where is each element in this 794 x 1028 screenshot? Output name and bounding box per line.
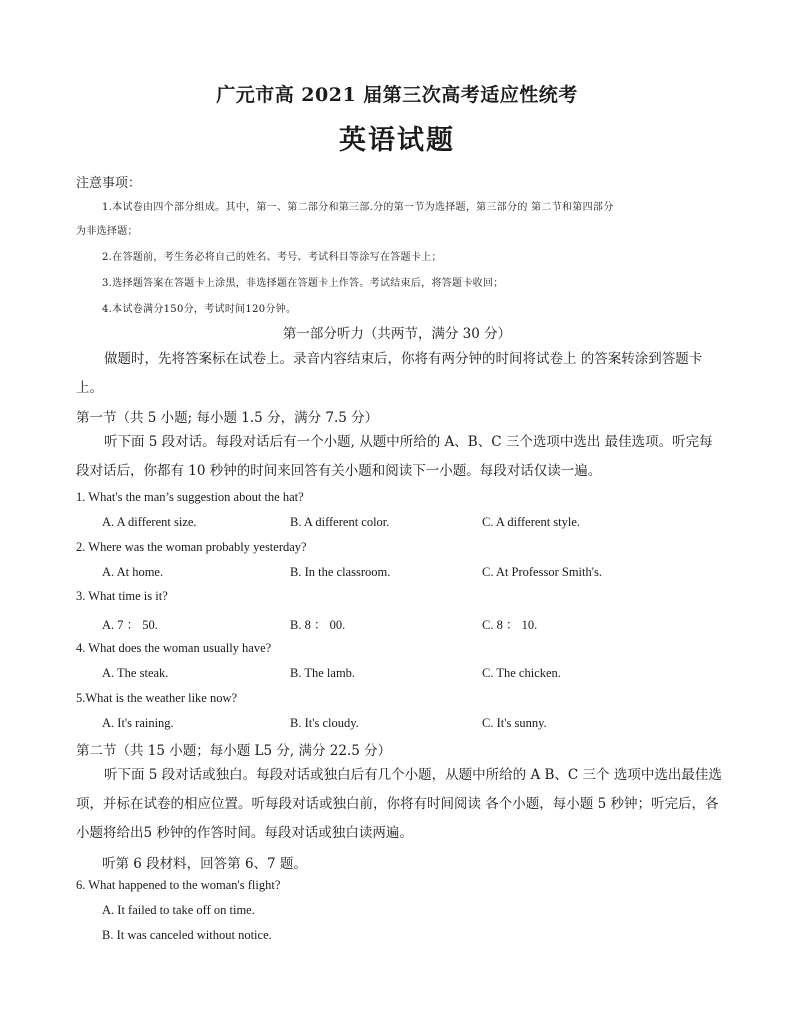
- part1-instruction: 做题时，先将答案标在试卷上。录音内容结束后，你将有两分钟的时间将试卷上 的答案转涂到答题卡上。: [76, 351, 703, 396]
- notice-item-1: 1.本试卷由四个部分组成。其中，第一、第二部分和第三部.分的第一节为选择题，第三部分的 第二节和第四部分: [102, 202, 614, 213]
- notice-heading: 注意事项：: [76, 176, 142, 191]
- notice-item-1-cont: 为非选择题；: [76, 226, 138, 237]
- question-6-option-b: B. It was canceled without notice.: [102, 928, 272, 942]
- question-3-option-a: A. 7 ： 50.: [102, 618, 158, 632]
- question-2-stem: 2. Where was the woman probably yesterday?: [76, 540, 307, 554]
- question-4-option-b: B. The lamb.: [290, 666, 356, 680]
- section2-heading: 第二节（共 15 小题；每小题 L5 分, 满分 22.5 分）: [76, 743, 392, 759]
- notice-item-4: 4.本试卷满分150分，考试时间120分钟。: [102, 304, 297, 315]
- section2-material: 听第 6 段材料，回答第 6、7 题。: [102, 856, 307, 872]
- exam-title: 广元市高 2021 届第三次高考适应性统考: [216, 84, 578, 106]
- question-5-option-a: A. It's raining.: [102, 716, 174, 730]
- question-4-option-c: C. The chicken.: [482, 666, 561, 680]
- question-5-stem: 5.What is the weather like now?: [76, 691, 238, 705]
- section2-instruction: 听下面 5 段对话或独白。每段对话或独白后有几个小题，从题中所给的 A B、C 三个 选项中选出最佳选项，并标在试卷的相应位置。听每段对话或独白前，你将有时间阅读 各个小题，每小题 5 秒钟；听完后，各小题将给出5 秒钟的作答时间。每段对话或独白读两遍。: [76, 767, 722, 841]
- question-6-option-a: A. It failed to take off on time.: [102, 903, 255, 917]
- question-3-option-b: B. 8 ： 00.: [290, 618, 346, 632]
- part1-heading: 第一部分听力（共两节，满分 30 分）: [282, 326, 512, 342]
- question-5-option-c: C. It's sunny.: [482, 716, 547, 730]
- question-1-option-a: A. A different size.: [102, 515, 197, 529]
- question-3-stem: 3. What time is it?: [76, 589, 168, 603]
- question-1-option-b: B. A different color.: [290, 515, 390, 529]
- section1-instruction: 听下面 5 段对话。每段对话后有一个小题, 从题中所给的 A、B、C 三个选项中选出 最佳选项。听完每段对话后，你都有 10 秒钟的时间来回答有关小题和阅读下一小题。每段对话仅读一遍。: [76, 434, 713, 479]
- question-6-stem: 6. What happened to the woman's flight?: [76, 878, 281, 892]
- question-2-option-a: A. At home.: [102, 565, 164, 579]
- question-4-stem: 4. What does the woman usually have?: [76, 641, 272, 655]
- subject-title: 英语试题: [339, 125, 455, 156]
- question-2-option-b: B. In the classroom.: [290, 565, 391, 579]
- section1-heading: 第一节（共 5 小题; 每小题 1.5 分，满分 7.5 分）: [76, 410, 379, 426]
- question-2-option-c: C. At Professor Smith's.: [482, 565, 602, 579]
- question-1-stem: 1. What's the man’s suggestion about the hat?: [76, 490, 304, 504]
- question-5-option-b: B. It's cloudy.: [290, 716, 359, 730]
- question-3-option-c: C. 8 ： 10.: [482, 618, 538, 632]
- notice-item-2: 2.在答题前，考生务必将自己的姓名、考号、考试科目等涂写在答题卡上；: [102, 252, 442, 263]
- notice-item-3: 3.选择题答案在答题卡上涂黑，非选择题在答题卡上作答。考试结束后，将答题卡收回；: [102, 278, 504, 289]
- question-1-option-c: C. A different style.: [482, 515, 581, 529]
- question-4-option-a: A. The steak.: [102, 666, 169, 680]
